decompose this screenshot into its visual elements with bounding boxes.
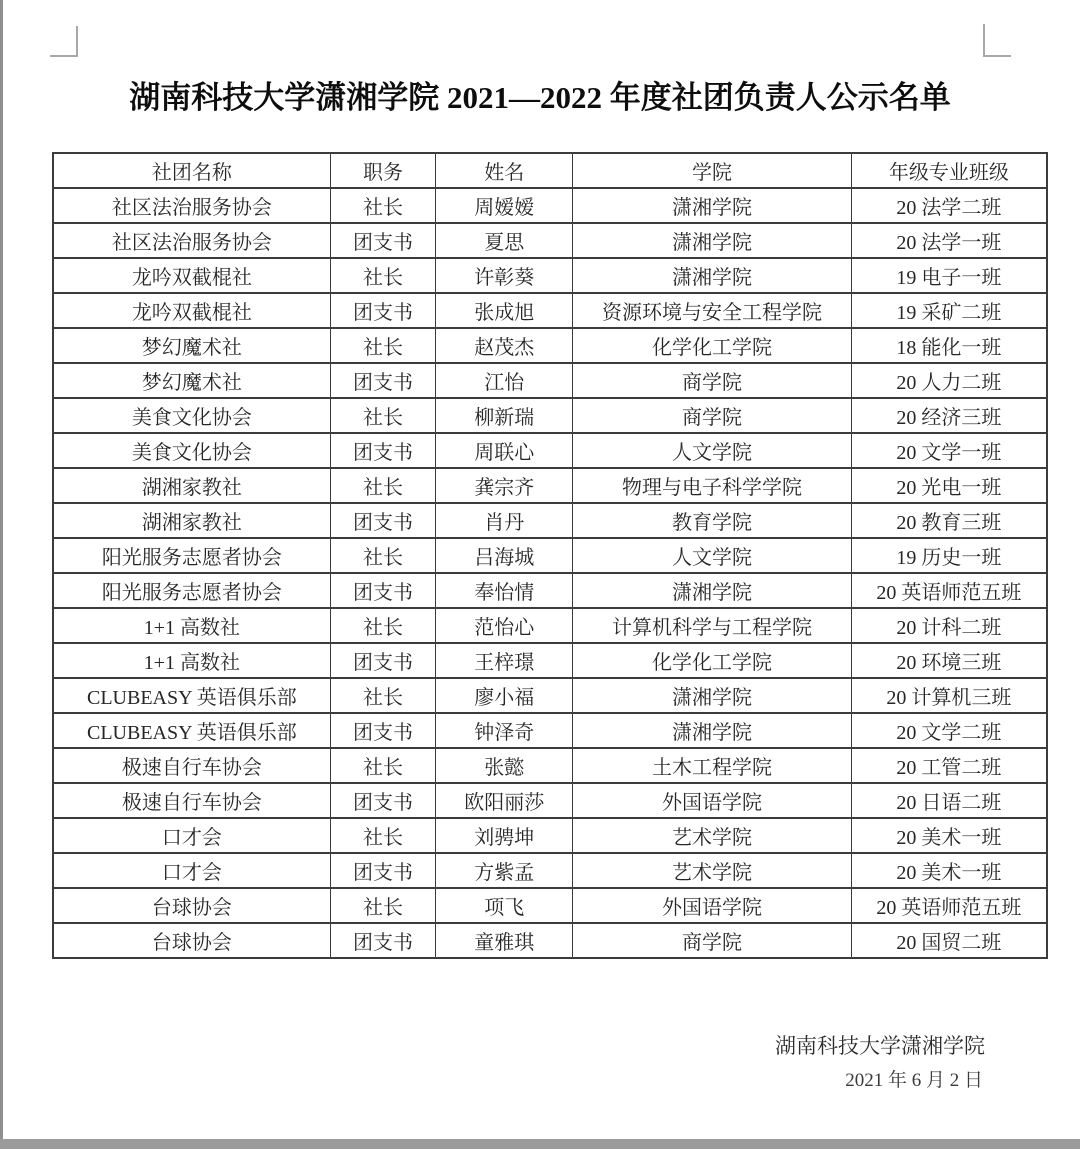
cell-college: 外国语学院 — [573, 783, 851, 818]
cell-college: 教育学院 — [573, 503, 851, 538]
club-leaders-table — [52, 152, 1048, 959]
cell-name: 吕海城 — [436, 538, 573, 573]
footer-date: 2021 年 6 月 2 日 — [845, 1070, 983, 1091]
cell-grade-class: 20 教育三班 — [851, 503, 1047, 538]
cell-name: 肖丹 — [436, 503, 573, 538]
cell-college: 人文学院 — [573, 433, 851, 468]
cell-position: 社长 — [330, 328, 435, 363]
table-row — [53, 643, 1047, 678]
cell-name: 江怡 — [436, 363, 573, 398]
cell-college: 化学化工学院 — [573, 643, 851, 678]
cell-club-name: 社区法治服务协会 — [53, 223, 330, 258]
table-row — [53, 538, 1047, 573]
cell-club-name: 1+1 高数社 — [53, 608, 330, 643]
cell-grade-class: 20 工管二班 — [851, 748, 1047, 783]
cell-grade-class: 20 国贸二班 — [851, 923, 1047, 958]
column-header-position: 职务 — [330, 153, 435, 188]
cell-club-name: 美食文化协会 — [53, 433, 330, 468]
page-bottom-edge — [0, 1139, 1080, 1149]
cell-college: 商学院 — [573, 363, 851, 398]
table-row — [53, 573, 1047, 608]
cell-name: 方紫孟 — [436, 853, 573, 888]
cell-grade-class: 20 美术一班 — [851, 853, 1047, 888]
cell-name: 赵茂杰 — [436, 328, 573, 363]
cell-position: 团支书 — [330, 573, 435, 608]
table-row — [53, 503, 1047, 538]
cell-college: 外国语学院 — [573, 888, 851, 923]
cell-name: 龚宗齐 — [436, 468, 573, 503]
cell-name: 刘骋坤 — [436, 818, 573, 853]
cell-name: 项飞 — [436, 888, 573, 923]
column-header-college: 学院 — [573, 153, 851, 188]
cell-position: 社长 — [330, 538, 435, 573]
cell-club-name: CLUBEASY 英语俱乐部 — [53, 678, 330, 713]
table-row — [53, 468, 1047, 503]
cell-name: 王梓璟 — [436, 643, 573, 678]
crop-mark-top-left — [50, 26, 78, 57]
cell-college: 化学化工学院 — [573, 328, 851, 363]
cell-position: 团支书 — [330, 853, 435, 888]
cell-position: 社长 — [330, 748, 435, 783]
cell-grade-class: 19 采矿二班 — [851, 293, 1047, 328]
cell-grade-class: 20 法学二班 — [851, 188, 1047, 223]
cell-grade-class: 20 计算机三班 — [851, 678, 1047, 713]
cell-club-name: 龙吟双截棍社 — [53, 258, 330, 293]
cell-name: 欧阳丽莎 — [436, 783, 573, 818]
cell-position: 团支书 — [330, 643, 435, 678]
cell-name: 张成旭 — [436, 293, 573, 328]
table-row — [53, 363, 1047, 398]
table-row — [53, 713, 1047, 748]
cell-college: 潇湘学院 — [573, 573, 851, 608]
cell-club-name: 1+1 高数社 — [53, 643, 330, 678]
table-row — [53, 923, 1047, 958]
cell-position: 社长 — [330, 188, 435, 223]
cell-name: 夏思 — [436, 223, 573, 258]
cell-club-name: 湖湘家教社 — [53, 503, 330, 538]
cell-position: 团支书 — [330, 363, 435, 398]
cell-college: 商学院 — [573, 398, 851, 433]
cell-position: 社长 — [330, 818, 435, 853]
column-header-grade-class: 年级专业班级 — [851, 153, 1047, 188]
cell-name: 张懿 — [436, 748, 573, 783]
cell-position: 团支书 — [330, 433, 435, 468]
cell-college: 资源环境与安全工程学院 — [573, 293, 851, 328]
cell-grade-class: 20 法学一班 — [851, 223, 1047, 258]
footer-organization: 湖南科技大学潇湘学院 — [775, 1034, 985, 1058]
table-row — [53, 748, 1047, 783]
cell-college: 艺术学院 — [573, 818, 851, 853]
cell-college: 人文学院 — [573, 538, 851, 573]
cell-college: 艺术学院 — [573, 853, 851, 888]
cell-club-name: 极速自行车协会 — [53, 783, 330, 818]
cell-college: 计算机科学与工程学院 — [573, 608, 851, 643]
cell-grade-class: 20 人力二班 — [851, 363, 1047, 398]
cell-position: 团支书 — [330, 503, 435, 538]
cell-college: 潇湘学院 — [573, 258, 851, 293]
cell-college: 物理与电子科学学院 — [573, 468, 851, 503]
column-header-club-name: 社团名称 — [53, 153, 330, 188]
table-row — [53, 818, 1047, 853]
cell-position: 社长 — [330, 468, 435, 503]
table-row — [53, 608, 1047, 643]
table-row — [53, 188, 1047, 223]
cell-name: 钟泽奇 — [436, 713, 573, 748]
cell-position: 社长 — [330, 258, 435, 293]
cell-club-name: 阳光服务志愿者协会 — [53, 573, 330, 608]
page-title: 湖南科技大学潇湘学院 2021—2022 年度社团负责人公示名单 — [129, 80, 951, 115]
cell-club-name: 梦幻魔术社 — [53, 363, 330, 398]
table-row — [53, 328, 1047, 363]
cell-grade-class: 19 电子一班 — [851, 258, 1047, 293]
cell-club-name: 口才会 — [53, 853, 330, 888]
cell-club-name: 口才会 — [53, 818, 330, 853]
cell-club-name: 阳光服务志愿者协会 — [53, 538, 330, 573]
cell-name: 廖小福 — [436, 678, 573, 713]
cell-name: 范怡心 — [436, 608, 573, 643]
cell-position: 社长 — [330, 398, 435, 433]
cell-club-name: 台球协会 — [53, 923, 330, 958]
cell-college: 潇湘学院 — [573, 713, 851, 748]
table-row — [53, 678, 1047, 713]
cell-name: 柳新瑞 — [436, 398, 573, 433]
cell-name: 童雅琪 — [436, 923, 573, 958]
cell-grade-class: 18 能化一班 — [851, 328, 1047, 363]
cell-club-name: 极速自行车协会 — [53, 748, 330, 783]
cell-grade-class: 20 光电一班 — [851, 468, 1047, 503]
cell-grade-class: 20 文学一班 — [851, 433, 1047, 468]
club-table-body — [53, 188, 1047, 958]
cell-position: 团支书 — [330, 223, 435, 258]
cell-position: 团支书 — [330, 783, 435, 818]
cell-name: 周联心 — [436, 433, 573, 468]
cell-name: 许彰葵 — [436, 258, 573, 293]
cell-position: 团支书 — [330, 923, 435, 958]
cell-position: 社长 — [330, 888, 435, 923]
table-row — [53, 223, 1047, 258]
cell-club-name: CLUBEASY 英语俱乐部 — [53, 713, 330, 748]
table-row — [53, 293, 1047, 328]
table-row — [53, 398, 1047, 433]
cell-grade-class: 20 环境三班 — [851, 643, 1047, 678]
cell-club-name: 湖湘家教社 — [53, 468, 330, 503]
cell-club-name: 美食文化协会 — [53, 398, 330, 433]
cell-club-name: 龙吟双截棍社 — [53, 293, 330, 328]
column-header-name: 姓名 — [436, 153, 573, 188]
cell-name: 周嫒嫒 — [436, 188, 573, 223]
cell-club-name: 社区法治服务协会 — [53, 188, 330, 223]
table-header-row — [53, 153, 1047, 188]
cell-name: 奉怡情 — [436, 573, 573, 608]
table-row — [53, 888, 1047, 923]
table-row — [53, 433, 1047, 468]
crop-mark-top-right — [983, 24, 1011, 57]
cell-position: 团支书 — [330, 293, 435, 328]
cell-college: 商学院 — [573, 923, 851, 958]
cell-club-name: 梦幻魔术社 — [53, 328, 330, 363]
table-row — [53, 853, 1047, 888]
cell-grade-class: 20 美术一班 — [851, 818, 1047, 853]
cell-grade-class: 20 文学二班 — [851, 713, 1047, 748]
cell-grade-class: 20 英语师范五班 — [851, 888, 1047, 923]
cell-college: 潇湘学院 — [573, 678, 851, 713]
cell-college: 潇湘学院 — [573, 223, 851, 258]
cell-position: 社长 — [330, 608, 435, 643]
document-footer — [775, 1028, 985, 1098]
cell-club-name: 台球协会 — [53, 888, 330, 923]
table-row — [53, 258, 1047, 293]
cell-college: 潇湘学院 — [573, 188, 851, 223]
cell-grade-class: 20 日语二班 — [851, 783, 1047, 818]
cell-grade-class: 20 经济三班 — [851, 398, 1047, 433]
cell-college: 土木工程学院 — [573, 748, 851, 783]
cell-position: 社长 — [330, 678, 435, 713]
table-row — [53, 783, 1047, 818]
cell-position: 团支书 — [330, 713, 435, 748]
cell-grade-class: 20 英语师范五班 — [851, 573, 1047, 608]
cell-grade-class: 19 历史一班 — [851, 538, 1047, 573]
page-left-edge — [0, 0, 3, 1149]
cell-grade-class: 20 计科二班 — [851, 608, 1047, 643]
